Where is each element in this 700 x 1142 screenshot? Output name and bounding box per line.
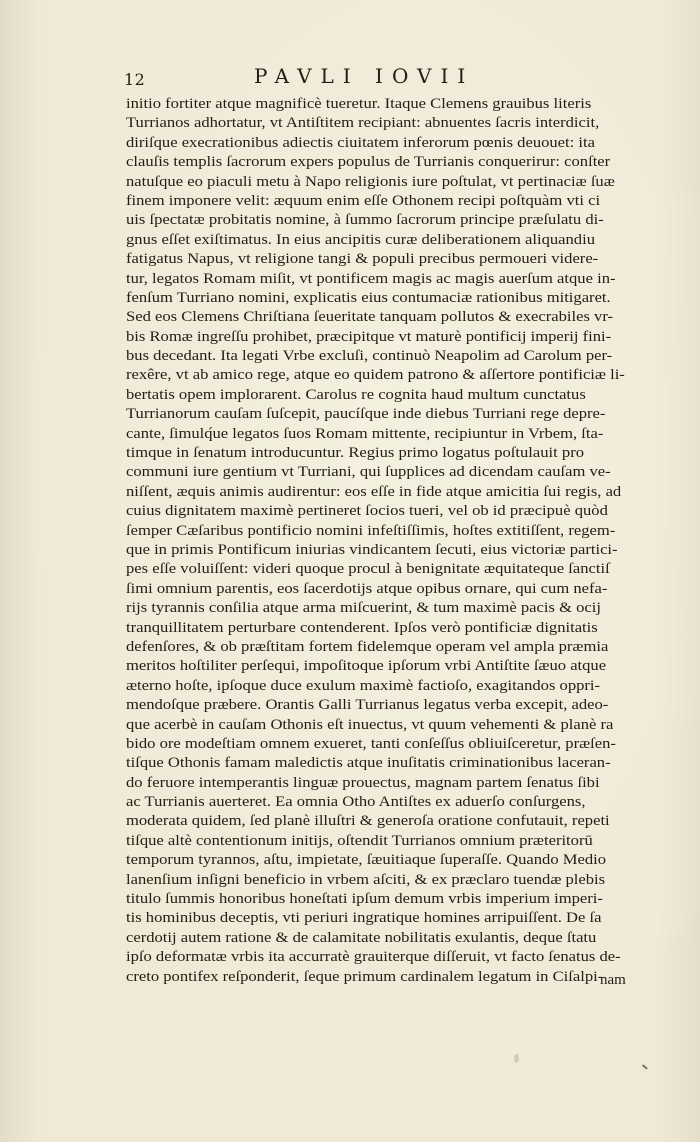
text-line: cuius dignitatem maximè pertineret ſocios tueri, vel ob id præcipuè quòd <box>126 503 608 520</box>
margin-mark <box>642 1064 648 1069</box>
text-line: defenſores, & ob præſtitam fortem fidelemque operam vel ampla præmia <box>126 638 609 655</box>
page-header <box>124 62 664 90</box>
body-text <box>126 95 658 987</box>
text-line: communi iure gentium vt Turriani, qui ſupplices ad dicendam cauſam ve- <box>126 464 611 481</box>
text-line: bido ore modeſtiam omnem exueret, tanti conſeſſus obliuiſceretur, præſen- <box>126 735 616 752</box>
text-line: fenſum Turriano nomini, explicatis eius contumaciæ rationibus mitigaret. <box>126 289 611 306</box>
text-line: æterno hoſte, ipſoque duce exulum maximè factioſo, exagitandos oppri- <box>126 677 601 694</box>
running-head: PAVLI IOVII <box>254 64 475 88</box>
text-line: rexêre, vt ab amico rege, atque eo quidem patrono & aſſertore pontificiæ li- <box>126 367 625 384</box>
text-line: que acerbè in cauſam Othonis eſt inuectus, vt quum vehementi & planè ra <box>126 716 614 733</box>
text-line: Turrianorum cauſam ſuſcepit, paucíſque inde diebus Turriani rege depre- <box>126 406 606 423</box>
text-line: ſemper Cæſaribus pontificio nomini infeſtiſſimis, hoſtes extitiſſent, regem- <box>126 522 616 539</box>
text-line: mendoſque præbere. Orantis Galli Turrianus legatus verba excepit, adeo- <box>126 697 609 714</box>
text-line: lanenſium inſigni beneficio in vrbem aſciti, & ex præclaro tuendæ plebis <box>126 871 606 888</box>
text-line: cerdotij autem ratione & de calamitate nobilitatis exulantis, deque ſtatu <box>126 929 597 946</box>
text-line: creto pontifex reſponderit, ſeque primum cardinalem legatum in Ciſalpi- <box>126 968 604 985</box>
text-line: fatigatus Napus, vt religione tangi & populi precibus permoueri videre- <box>126 251 599 268</box>
text-line: tur, legatos Romam miſit, vt pontificem magis ac magis auerſum atque in- <box>126 270 616 287</box>
text-line: Sed eos Clemens Chriſtiana ſeueritate tanquam pollutos & execrabiles vr- <box>126 309 614 326</box>
text-line: natuſque eo piaculi metu à Napo religionis iure poſtulat, vt pertinaciæ ſuæ <box>126 173 615 190</box>
text-line: rijs tyrannis conſilia atque arma miſcuerint, & tum maximè pacis & ocij <box>126 600 601 617</box>
text-line: titulo ſummis honoribus honeſtati ipſum demum vrbis imperium imperi- <box>126 891 603 908</box>
text-line: tis hominibus deceptis, vti periuri ingratique homines arripuiſſent. De ſa <box>126 910 602 927</box>
page-number: 12 <box>124 70 146 89</box>
text-line: initio fortiter atque magnificè tueretur. Itaque Clemens grauibus literis <box>126 96 592 112</box>
text-line: temporum tyrannos, aſtu, impietate, ſæuitiaque ſuperaſſe. Quando Medio <box>126 852 607 869</box>
text-line: ſimi omnium parentis, eos ſacerdotijs atque opibus ornare, qui cum nefa- <box>126 580 608 597</box>
text-line: ac Turrianis auerteret. Ea omnia Otho Antiſtes ex aduerſo conſurgens, <box>126 794 586 811</box>
text-line: tranquillitatem perturbare contenderent. Ipſos verò pontificiæ dignitatis <box>126 619 598 636</box>
text-line: niſſent, æquis animis audirentur: eos eſſe in fide atque amicitia ſui regis, ad <box>126 483 622 500</box>
text-line: moderata quidem, ſed planè illuſtri & generoſa oratione confutauit, repeti <box>126 813 610 830</box>
text-line: do feruore intemperantis linguæ prouectus, magnam partem ſenatus ſibi <box>126 774 600 791</box>
text-line: cante, ſimulq́ue legatos ſuos Romam mittente, recipiuntur in Vrbem, ſta- <box>126 425 604 442</box>
text-line: pes eſſe voluiſſent: videri quoque procul à benignitate æquitateque ſanctiſ <box>126 561 610 578</box>
text-line: bus decedant. Ita legati Vrbe excluſi, continuò Neapolim ad Carolum per- <box>126 348 613 365</box>
text-line: que in primis Pontificum iniurias vindicantem ſecuti, eius victoriæ partici- <box>126 541 618 558</box>
text-line: finem imponere velit: æquum enim eſſe Othonem recipi poſtquàm vti ci <box>126 192 601 209</box>
text-line: tiſque Othonis famam maledictis atque inuſitatis criminationibus laceran- <box>126 755 611 772</box>
paper-stain <box>514 1054 519 1063</box>
text-line: ipſo deformatæ vrbis ita accurratè grauiterque diſſeruit, vt facto ſenatus de- <box>126 949 621 966</box>
text-line: bertatis opem implorarent. Carolus re cognita haud multum cunctatus <box>126 386 586 403</box>
catchword: nam <box>600 972 626 988</box>
text-line: diriſque execrationibus adiectis ciuitatem inferorum pœnis deuouet: ita <box>126 134 595 151</box>
text-line: uis ſpectatæ probitatis nomine, à ſummo ſacrorum principe præſulatu di- <box>126 212 604 229</box>
text-line: clauſis templis ſacrorum expers populus de Turrianis conquerirur: conſter <box>126 154 611 171</box>
text-line: meritos hoſtiliter perſequi, impoſitoque ipſorum vrbi Antiſtite ſæuo atque <box>126 658 607 675</box>
text-line: tiſque altè contentionum initijs, oſtendit Turrianos omnium præteritorū <box>126 832 593 849</box>
text-line: Turrianos adhortatur, vt Antiſtitem recipiant: abnuentes ſacris interdicit, <box>126 115 600 132</box>
text-line: gnus eſſet exiſtimatus. In eius ancipitis curæ deliberationem aliquandiu <box>126 231 595 248</box>
text-line: timque in ſenatum introducuntur. Regius primo logatus poſtulauit pro <box>126 445 585 462</box>
text-line: bis Romæ ingreſſu prohibet, præcipitque vt maturè pontificij imperij fini- <box>126 328 612 345</box>
